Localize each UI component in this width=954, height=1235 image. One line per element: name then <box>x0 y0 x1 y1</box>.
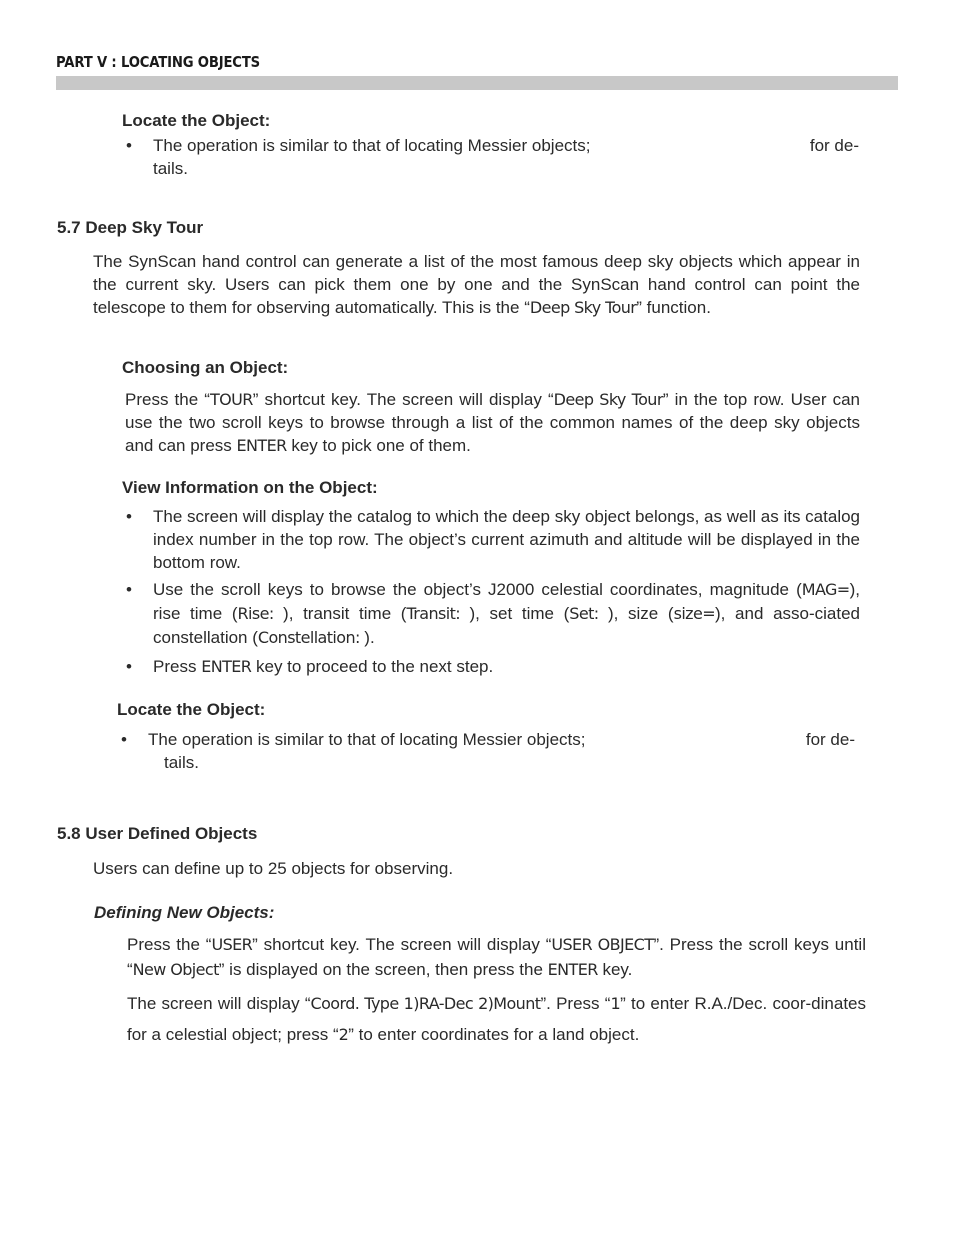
lcd-text: Coord. Type 1)RA-Dec 2)Mount <box>310 994 541 1013</box>
key-label: 1 <box>610 994 621 1013</box>
top-locate-text-cont: tails. <box>153 159 188 178</box>
key-label: ENTER <box>236 436 287 455</box>
defining-paragraph-1: Press the “USER” shortcut key. The screen will display “USER OBJECT”. Press the scroll keys until “New Object” is displayed on the screen, then press the ENTER key. <box>127 935 866 979</box>
lcd-text: size= <box>673 604 716 623</box>
choosing-paragraph: Press the “TOUR” shortcut key. The screen will display “Deep Sky Tour” in the top row. User can use the two scroll keys to browse through a list of the common names of the deep sky objects and can press ENTER key to pick one of them. <box>125 390 861 455</box>
lcd-text: Transit: <box>406 604 470 623</box>
bullet-marker: • <box>126 507 132 526</box>
key-label: ENTER <box>201 657 252 676</box>
locate-heading-2: Locate the Object: <box>117 700 266 719</box>
bullet-marker: • <box>121 730 127 749</box>
view-info-bullet-1: The screen will display the catalog to which the deep sky object belongs, as well as its catalog index number in the top row. The object’s current azimuth and altitude will be displayed in the bottom row. <box>153 507 860 572</box>
locate-text-cont: tails. <box>164 753 199 772</box>
bullet-marker: • <box>126 657 132 676</box>
view-info-bullet-3: Press ENTER key to proceed to the next step. <box>153 657 494 676</box>
bullet-marker: • <box>126 136 132 155</box>
lcd-text: Deep Sky Tour <box>529 298 637 317</box>
top-locate-text-end: for de- <box>809 136 859 155</box>
key-label: ENTER <box>547 960 598 979</box>
top-locate-bullet <box>153 134 859 180</box>
section-5-7-heading: 5.7 Deep Sky Tour <box>57 218 204 237</box>
lcd-text: MAG= <box>801 580 850 599</box>
lcd-text: New Object <box>132 960 219 979</box>
lcd-text: Rise: <box>237 604 284 623</box>
lcd-text: Constellation: <box>257 628 365 647</box>
key-label: 2 <box>338 1025 349 1044</box>
lcd-text: Set: <box>569 604 608 623</box>
lcd-text: USER OBJECT <box>551 935 654 954</box>
defining-heading: Defining New Objects: <box>94 903 275 922</box>
locate-bullet-2 <box>148 728 855 774</box>
locate-text: The operation is similar to that of locating Messier objects; <box>148 730 586 749</box>
section-5-8-heading: 5.8 User Defined Objects <box>57 824 258 843</box>
key-label: USER <box>211 935 253 954</box>
page-header-title: PART V : LOCATING OBJECTS <box>56 53 260 71</box>
choosing-heading: Choosing an Object: <box>122 358 289 377</box>
view-info-bullet-2: Use the scroll keys to browse the object’s J2000 celestial coordinates, magnitude (MAG=), rise time (Rise: ), transit time (Transit: ), set time (Set: ), size (size=), and asso-ciated constellation (Constellation: ). <box>153 580 861 647</box>
top-locate-heading: Locate the Object: <box>122 111 271 130</box>
defining-paragraph-2: The screen will display “Coord. Type 1)RA-Dec 2)Mount”. Press “1” to enter R.A./Dec. coor-dinates for a celestial object; press “2” to enter coordinates for a land object. <box>127 994 866 1044</box>
view-info-heading: View Information on the Object: <box>122 478 378 497</box>
section-5-7-intro: The SynScan hand control can generate a list of the most famous deep sky objects which appear in the current sky. Users can pick them one by one and the SynScan hand control can point the telescope to them for observing automatically. This is the “Deep Sky Tour” function. <box>93 252 860 317</box>
bullet-marker: • <box>126 580 132 599</box>
locate-text-end: for de- <box>805 730 855 749</box>
header-rule <box>56 76 898 90</box>
lcd-text: Deep Sky Tour <box>553 390 663 409</box>
top-locate-text: The operation is similar to that of locating Messier objects; <box>153 136 591 155</box>
key-label: TOUR <box>209 390 253 409</box>
section-5-8-intro: Users can define up to 25 objects for observing. <box>93 859 454 878</box>
